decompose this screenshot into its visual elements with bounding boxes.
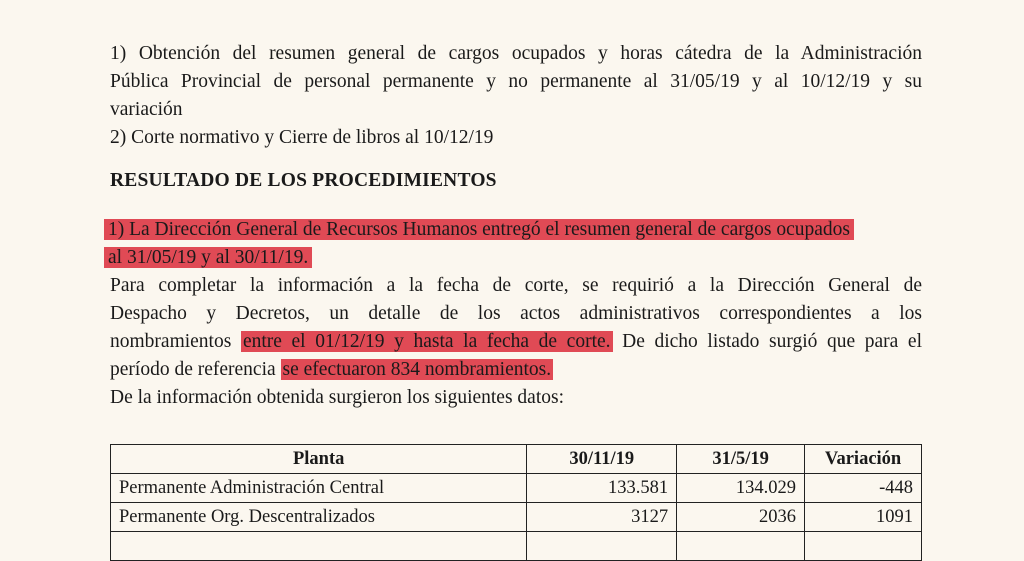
column-header-date-1: 30/11/19 xyxy=(527,445,677,474)
highlight-text: 1) La Dirección General de Recursos Humanos entregó el resumen general de cargos ocupados xyxy=(104,219,854,240)
data-table xyxy=(110,444,922,561)
table-cell xyxy=(805,532,922,561)
intro-item-2-text: 2) Corte normativo y Cierre de libros al 10/12/19 xyxy=(110,127,494,148)
paragraph-line: De la información obtenida surgieron los siguientes datos: xyxy=(110,387,565,408)
paragraph-line: Para completar la información a la fecha de corte, se requirió a la Dirección General de xyxy=(110,275,922,296)
text-segment: De dicho listado surgió que para el xyxy=(622,331,922,352)
intro-item-1-line: Pública Provincial de personal permanente y no permanente al 31/05/19 y al 10/12/19 y su xyxy=(110,71,922,92)
paragraph-line xyxy=(110,356,922,384)
table-row xyxy=(111,474,922,503)
table-cell: Permanente Org. Descentralizados xyxy=(111,503,527,532)
highlighted-line xyxy=(110,244,922,272)
table-cell: -448 xyxy=(805,474,922,503)
paragraph-line xyxy=(110,328,922,356)
table-cell: 1091 xyxy=(805,503,922,532)
section-title: RESULTADO DE LOS PROCEDIMIENTOS xyxy=(110,170,497,191)
highlighted-line xyxy=(110,216,922,244)
table-cell xyxy=(111,532,527,561)
table-cell: 133.581 xyxy=(527,474,677,503)
table-header-row xyxy=(111,445,922,474)
column-header-date-2: 31/5/19 xyxy=(677,445,805,474)
highlight-text: se efectuaron 834 nombramientos. xyxy=(282,359,552,380)
table-row xyxy=(111,532,922,561)
table-cell xyxy=(677,532,805,561)
table-cell: 3127 xyxy=(527,503,677,532)
table-cell: 134.029 xyxy=(677,474,805,503)
intro-item-2 xyxy=(110,124,922,152)
column-header-planta: Planta xyxy=(111,445,527,474)
intro-item-1 xyxy=(110,40,922,124)
column-header-variacion: Variación xyxy=(805,445,922,474)
text-segment: nombramientos xyxy=(110,331,232,352)
highlight-text: al 31/05/19 y al 30/11/19. xyxy=(104,247,312,268)
result-paragraph xyxy=(110,216,922,412)
table-cell xyxy=(527,532,677,561)
table-cell: Permanente Administración Central xyxy=(111,474,527,503)
text-segment: período de referencia xyxy=(110,359,276,380)
intro-item-1-line: 1) Obtención del resumen general de cargos ocupados y horas cátedra de la Administración xyxy=(110,43,922,64)
highlight-text: entre el 01/12/19 y hasta la fecha de corte. xyxy=(242,331,611,352)
intro-item-1-line: variación xyxy=(110,99,183,120)
table-row xyxy=(111,503,922,532)
table-cell: 2036 xyxy=(677,503,805,532)
paragraph-line: Despacho y Decretos, un detalle de los actos administrativos correspondientes a los xyxy=(110,303,922,324)
